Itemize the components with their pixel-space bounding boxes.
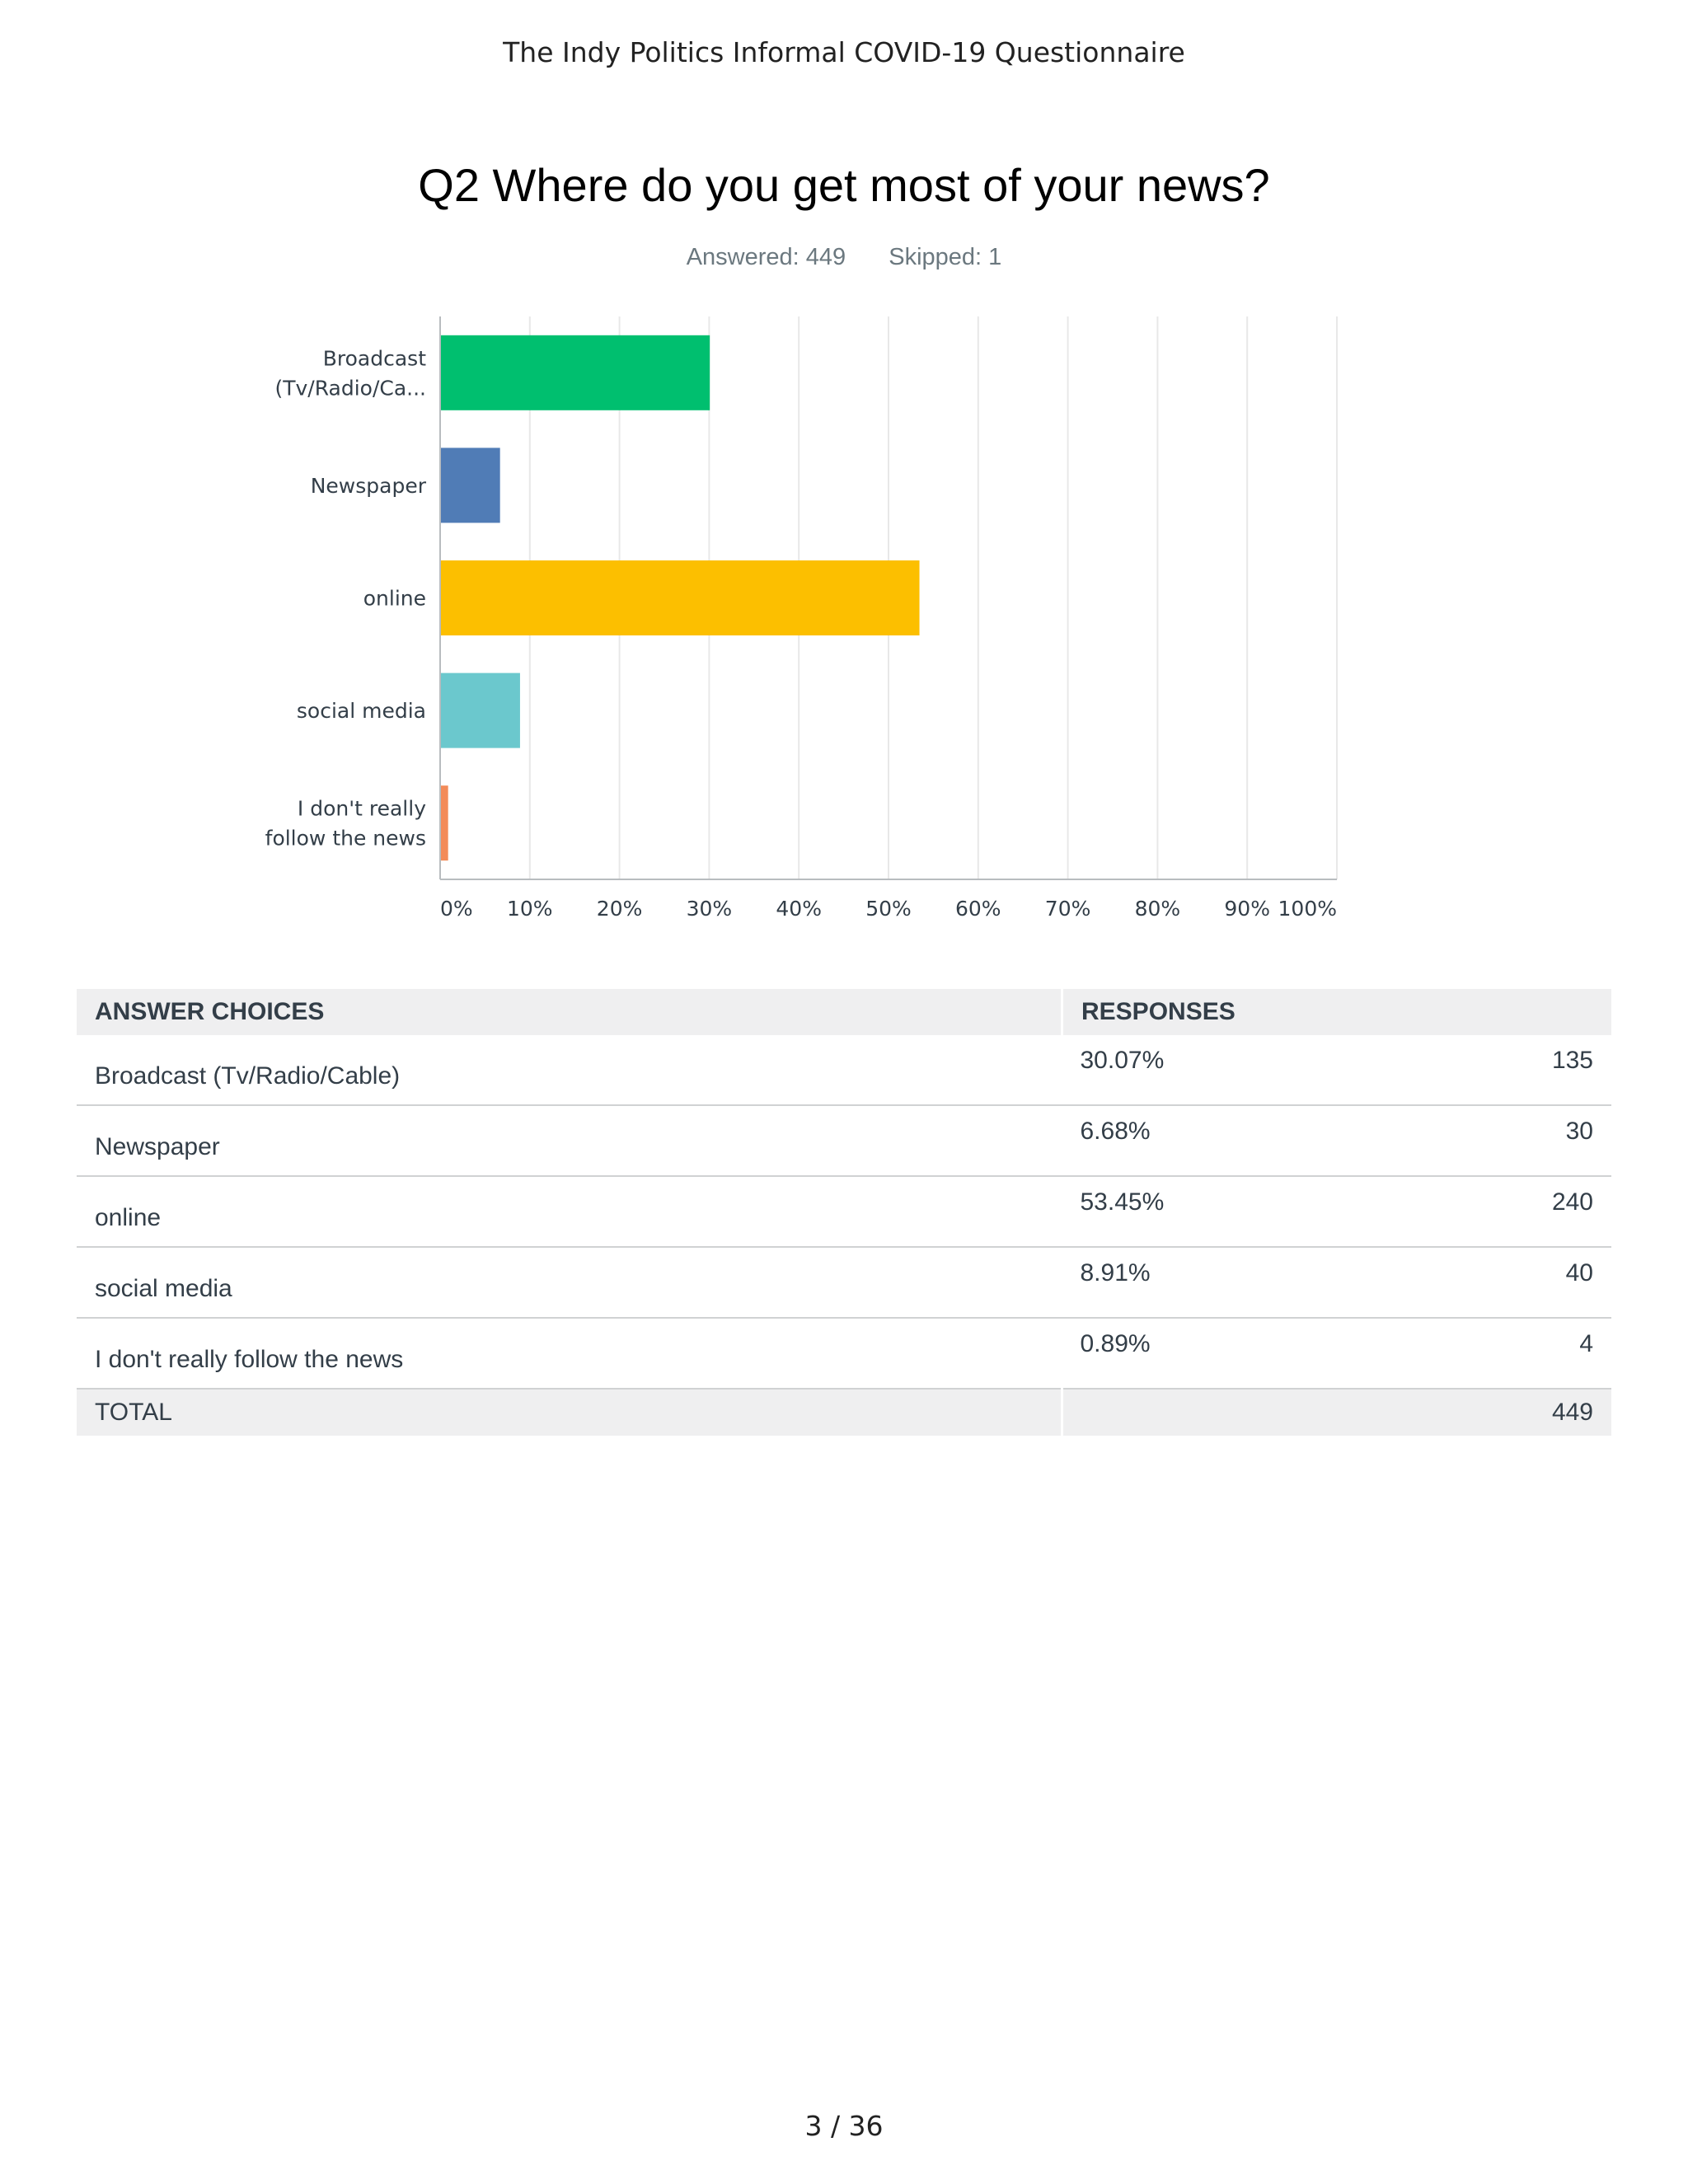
response-cell <box>1062 1105 1612 1176</box>
table-row <box>77 1318 1611 1389</box>
category-label: social media <box>296 699 426 724</box>
response-percent: 6.68% <box>1080 1118 1151 1145</box>
response-cell <box>1062 1318 1612 1389</box>
bar <box>441 673 520 748</box>
bar-chart <box>0 305 1688 948</box>
skipped-count: Skipped: 1 <box>889 244 1002 270</box>
choice-cell: online <box>77 1176 1062 1247</box>
x-tick-label: 60% <box>955 897 1001 921</box>
response-count: 30 <box>1565 1118 1593 1145</box>
choice-cell: Broadcast (Tv/Radio/Cable) <box>77 1035 1062 1105</box>
response-cell <box>1062 1035 1612 1105</box>
x-tick-label: 0% <box>440 897 473 921</box>
answered-skipped-line <box>0 244 1688 271</box>
choice-cell: I don't really follow the news <box>77 1318 1062 1389</box>
response-cell <box>1062 1176 1612 1247</box>
category-label: Newspaper <box>310 473 426 498</box>
x-tick-label: 50% <box>865 897 912 921</box>
category-label: (Tv/Radio/Ca... <box>274 376 426 401</box>
category-label: Broadcast <box>322 346 426 371</box>
x-tick-label: 20% <box>596 897 643 921</box>
total-count: 449 <box>1551 1399 1593 1426</box>
bar <box>441 335 710 410</box>
category-label: I don't really <box>297 796 426 821</box>
response-percent: 53.45% <box>1080 1188 1165 1216</box>
responses-table <box>77 989 1611 1436</box>
survey-title: The Indy Politics Informal COVID-19 Questionnaire <box>503 36 1185 68</box>
response-count: 4 <box>1579 1330 1593 1357</box>
total-cell <box>1062 1389 1612 1436</box>
bar <box>441 560 920 635</box>
table-row <box>77 1035 1611 1105</box>
table-row <box>77 1105 1611 1176</box>
category-label: online <box>363 586 426 611</box>
question-title: Q2 Where do you get most of your news? <box>418 159 1270 211</box>
total-row <box>77 1389 1611 1436</box>
answer-choices-header: ANSWER CHOICES <box>77 989 1062 1035</box>
table-row <box>77 1247 1611 1318</box>
total-label: TOTAL <box>77 1389 1062 1436</box>
table-row <box>77 1176 1611 1247</box>
bar <box>441 448 500 523</box>
answered-count: Answered: 449 <box>686 244 846 270</box>
choice-cell: Newspaper <box>77 1105 1062 1176</box>
page-number: 3 / 36 <box>804 2110 884 2142</box>
response-percent: 8.91% <box>1080 1259 1151 1286</box>
x-tick-label: 80% <box>1134 897 1181 921</box>
table-header-row <box>77 989 1611 1035</box>
response-count: 40 <box>1565 1259 1593 1286</box>
bar <box>441 785 448 860</box>
x-tick-label: 40% <box>776 897 822 921</box>
response-percent: 0.89% <box>1080 1330 1151 1357</box>
response-percent: 30.07% <box>1080 1047 1165 1074</box>
x-tick-label: 10% <box>507 897 553 921</box>
x-tick-label: 90% <box>1224 897 1270 921</box>
category-label: follow the news <box>265 826 426 851</box>
responses-header: RESPONSES <box>1062 989 1612 1035</box>
choice-cell: social media <box>77 1247 1062 1318</box>
response-cell <box>1062 1247 1612 1318</box>
response-count: 135 <box>1551 1047 1593 1074</box>
response-count: 240 <box>1551 1188 1593 1216</box>
x-tick-label: 70% <box>1044 897 1091 921</box>
x-tick-label: 30% <box>686 897 733 921</box>
x-tick-label: 100% <box>1278 897 1337 921</box>
